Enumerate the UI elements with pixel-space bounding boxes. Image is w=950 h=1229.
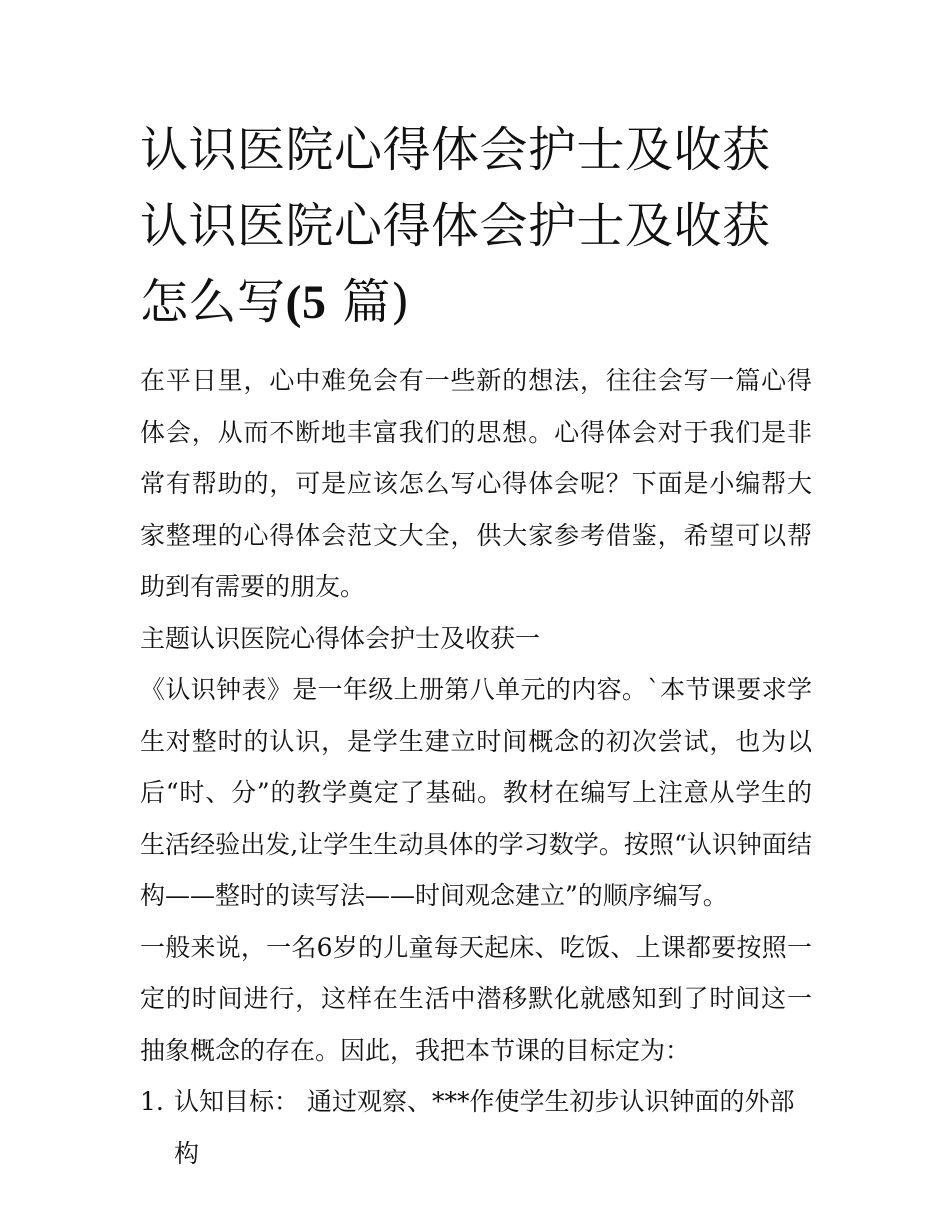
title-count: (5 xyxy=(285,276,327,329)
intro-paragraph: 在平日里，心中难免会有一些新的想法，往往会写一篇心得体会，从而不断地丰富我们的思想。心得体会对于我们是非常有帮助的，可是应该怎么写心得体会呢？下面是小编帮大家整理的心得体会范文大全，供大家参考借鉴，希望可以帮助到有需要的朋友。 xyxy=(140,366,812,601)
title-suffix: 篇) xyxy=(342,274,410,330)
section-heading: 主题认识医院心得体会护士及收获一 xyxy=(140,623,541,653)
title-text: 认识医院心得体会护士及收获认识医院心得体会护士及收获怎么写 xyxy=(140,122,771,330)
document-page xyxy=(140,112,812,1179)
list-text: 认知目标： 通过观察、***作使学生初步认识钟面的外部构 xyxy=(174,1087,795,1168)
body-paragraph: 《认识钟表》是一年级上册第八单元的内容。`本节课要求学生对整时的认识，是学生建立时间概念的初次尝试，也为以后“时、分”的教学奠定了基础。教材在编写上注意从学生的生活经验出发,让学生生动具体的学习数学。按照“认识钟面结构——整时的读写法——时间观念建立”的顺序编写。 xyxy=(140,675,812,910)
body-paragraph: 一般来说，一名6岁的儿童每天起床、吃饭、上课都要按照一定的时间进行，这样在生活中潜移默化就感知到了时间这一抽象概念的存在。因此，我把本节课的目标定为： xyxy=(140,932,812,1065)
list-item xyxy=(140,1076,812,1179)
list-number: 1. xyxy=(140,1087,164,1116)
document-title xyxy=(140,112,812,341)
